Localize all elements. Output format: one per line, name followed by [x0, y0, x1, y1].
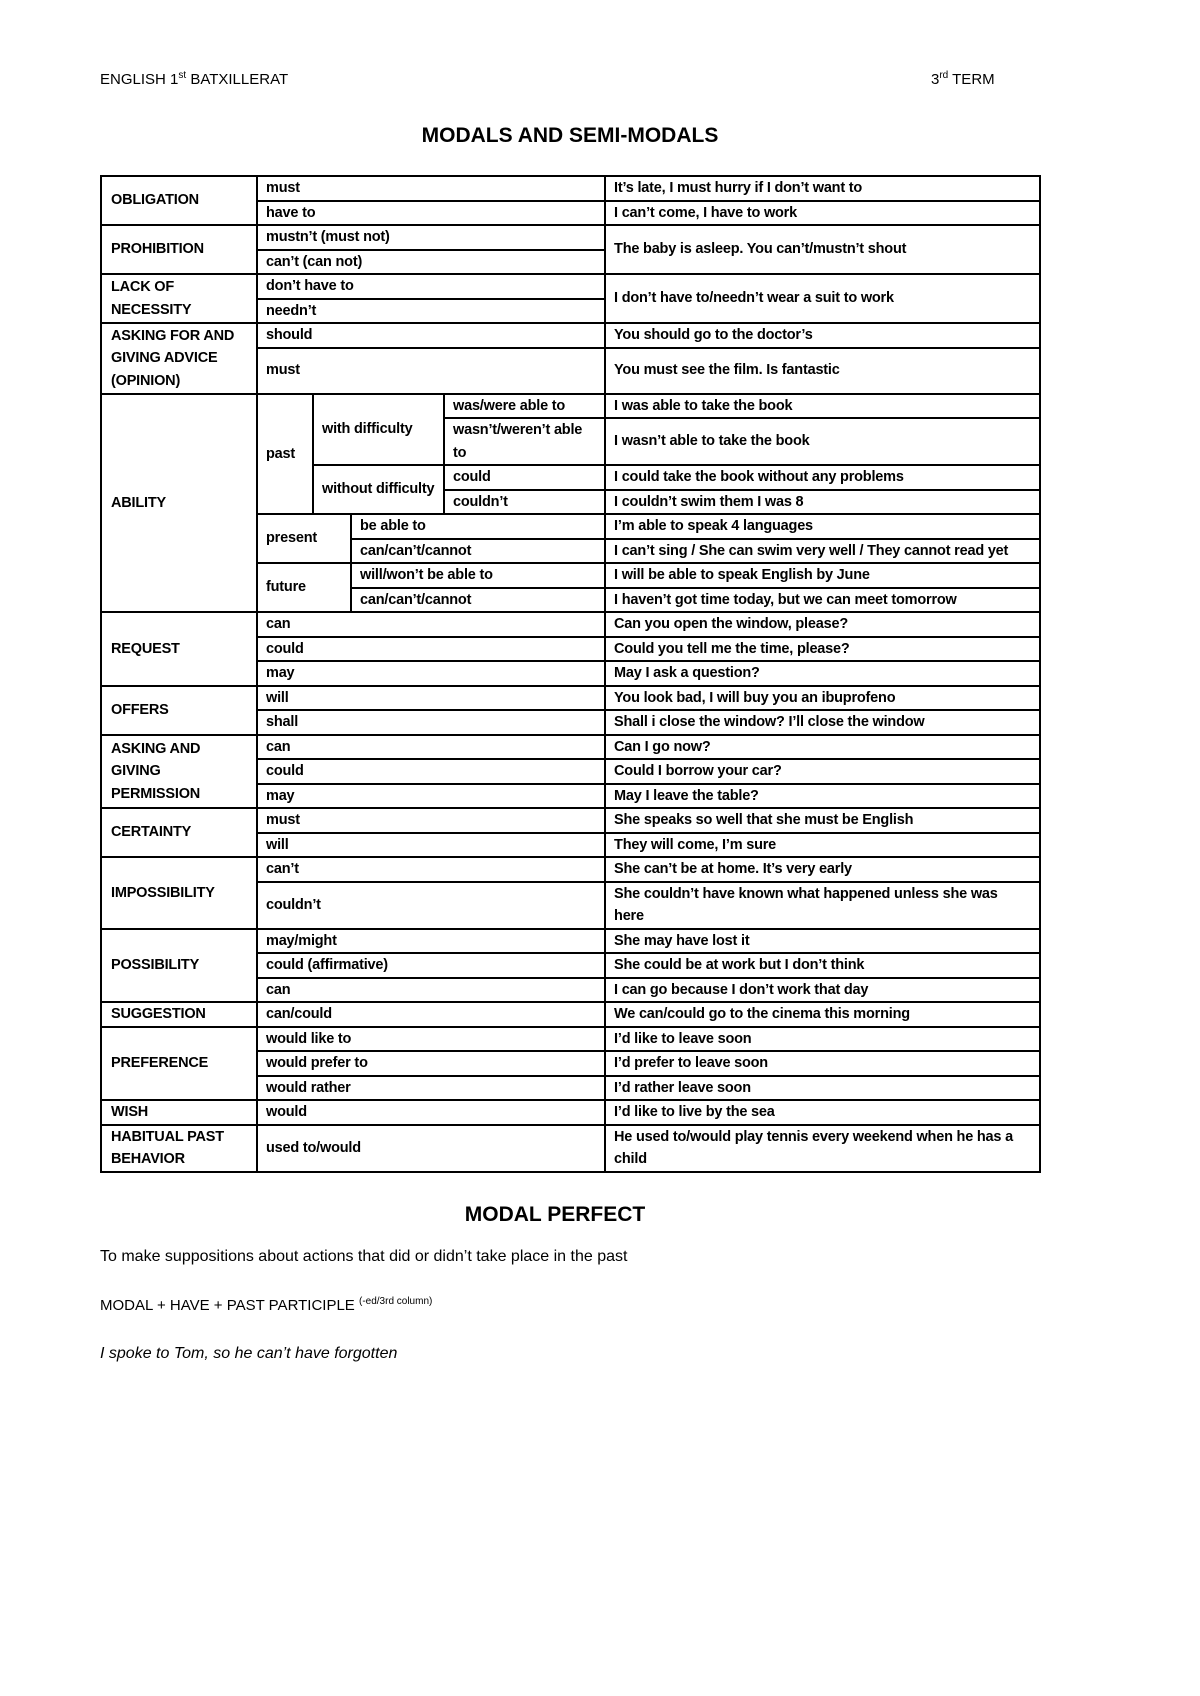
page-title: MODALS AND SEMI-MODALS [421, 124, 719, 147]
category-label: PROHIBITION [101, 225, 257, 274]
example-cell: Shall i close the window? I’ll close the window [605, 710, 1040, 735]
example-cell: I’d like to leave soon [605, 1027, 1040, 1052]
category-label: REQUEST [101, 612, 257, 686]
category-label: PREFERENCE [101, 1027, 257, 1101]
header-course-sup: st [178, 70, 187, 81]
modal-cell: couldn’t [257, 882, 605, 929]
modal-perfect-description: To make suppositions about actions that did or didn’t take place in the past [100, 1248, 628, 1265]
example-cell: I’d like to live by the sea [605, 1100, 1040, 1125]
example-cell: I could take the book without any problems [605, 465, 1040, 490]
modal-cell: could (affirmative) [257, 953, 605, 978]
modals-table [100, 175, 1041, 1173]
modal-cell: will/won’t be able to [351, 563, 605, 588]
table-row [101, 274, 1040, 299]
table-row [101, 176, 1040, 201]
category-label: ASKING AND GIVING PERMISSION [101, 735, 257, 809]
modal-cell: would prefer to [257, 1051, 605, 1076]
modal-cell: shall [257, 710, 605, 735]
modal-cell: can’t [257, 857, 605, 882]
formula-text: MODAL + HAVE + PAST PARTICIPLE [100, 1297, 359, 1314]
example-cell: I will be able to speak English by June [605, 563, 1040, 588]
header-course [100, 70, 288, 88]
example-cell: I was able to take the book [605, 394, 1040, 419]
table-row [101, 225, 1040, 250]
category-label: ASKING FOR AND GIVING ADVICE (OPINION) [101, 323, 257, 394]
table-row [101, 1027, 1040, 1052]
header-course-text: ENGLISH 1 [100, 71, 179, 88]
table-row [101, 1002, 1040, 1027]
example-cell: Could you tell me the time, please? [605, 637, 1040, 662]
modal-cell: will [257, 833, 605, 858]
example-cell: May I leave the table? [605, 784, 1040, 809]
category-label: WISH [101, 1100, 257, 1125]
category-label: OBLIGATION [101, 176, 257, 225]
table-row [101, 929, 1040, 954]
table-row [101, 1125, 1040, 1172]
difficulty-label: without difficulty [313, 465, 444, 514]
example-cell: It’s late, I must hurry if I don’t want to [605, 176, 1040, 201]
example-cell: She could be at work but I don’t think [605, 953, 1040, 978]
modal-cell: can/could [257, 1002, 605, 1027]
table-row [101, 808, 1040, 833]
example-cell: She may have lost it [605, 929, 1040, 954]
modal-cell: would [257, 1100, 605, 1125]
example-cell: We can/could go to the cinema this morning [605, 1002, 1040, 1027]
modal-cell: could [257, 759, 605, 784]
category-label: CERTAINTY [101, 808, 257, 857]
example-cell: I haven’t got time today, but we can meet tomorrow [605, 588, 1040, 613]
header-term-text: 3 [931, 71, 940, 88]
modal-cell: must [257, 176, 605, 201]
category-label: HABITUAL PAST BEHAVIOR [101, 1125, 257, 1172]
modal-cell: can [257, 735, 605, 760]
formula-note: (-ed/3rd column) [358, 1296, 433, 1307]
table-row [101, 323, 1040, 348]
table-row [101, 857, 1040, 882]
example-cell: May I ask a question? [605, 661, 1040, 686]
modal-cell: can/can’t/cannot [351, 539, 605, 564]
example-cell: She speaks so well that she must be English [605, 808, 1040, 833]
modal-perfect-example: I spoke to Tom, so he can’t have forgotten [100, 1345, 398, 1362]
example-cell: I can’t come, I have to work [605, 201, 1040, 226]
modal-cell: used to/would [257, 1125, 605, 1172]
modal-cell: don’t have to [257, 274, 605, 299]
modal-perfect-formula [100, 1296, 432, 1314]
modal-cell: would rather [257, 1076, 605, 1101]
modal-cell: must [257, 808, 605, 833]
difficulty-label: with difficulty [313, 394, 444, 466]
example-cell: They will come, I’m sure [605, 833, 1040, 858]
example-cell: You look bad, I will buy you an ibuprofeno [605, 686, 1040, 711]
example-cell: The baby is asleep. You can’t/mustn’t shout [605, 225, 1040, 274]
modal-cell: could [444, 465, 605, 490]
modal-cell: have to [257, 201, 605, 226]
example-cell: I can go because I don’t work that day [605, 978, 1040, 1003]
example-cell: You should go to the doctor’s [605, 323, 1040, 348]
example-cell: Can you open the window, please? [605, 612, 1040, 637]
header-term [931, 70, 995, 88]
modal-cell: should [257, 323, 605, 348]
modal-cell: may [257, 661, 605, 686]
table-row [101, 612, 1040, 637]
example-cell: I’d rather leave soon [605, 1076, 1040, 1101]
modal-cell: mustn’t (must not) [257, 225, 605, 250]
modal-cell: needn’t [257, 299, 605, 324]
tense-label: future [257, 563, 351, 612]
modal-cell: may [257, 784, 605, 809]
header-course-rest: BATXILLERAT [186, 71, 289, 88]
category-label: IMPOSSIBILITY [101, 857, 257, 929]
table-row [101, 735, 1040, 760]
example-cell: She couldn’t have known what happened unless she was here [605, 882, 1040, 929]
category-label: ABILITY [101, 394, 257, 613]
header-term-rest: TERM [948, 71, 995, 88]
modal-cell: couldn’t [444, 490, 605, 515]
example-cell: You must see the film. Is fantastic [605, 348, 1040, 394]
table-row [101, 1100, 1040, 1125]
header-term-sup: rd [939, 70, 949, 81]
example-cell: I don’t have to/needn’t wear a suit to work [605, 274, 1040, 323]
category-label: LACK OF NECESSITY [101, 274, 257, 323]
example-cell: I wasn’t able to take the book [605, 418, 1040, 465]
modal-cell: would like to [257, 1027, 605, 1052]
category-label: POSSIBILITY [101, 929, 257, 1003]
modal-cell: wasn’t/weren’t able to [444, 418, 605, 465]
modal-perfect-title: MODAL PERFECT [464, 1203, 646, 1226]
modal-cell: must [257, 348, 605, 394]
modal-cell: may/might [257, 929, 605, 954]
modal-cell: will [257, 686, 605, 711]
example-cell: I’m able to speak 4 languages [605, 514, 1040, 539]
example-cell: I’d prefer to leave soon [605, 1051, 1040, 1076]
example-cell: I couldn’t swim them I was 8 [605, 490, 1040, 515]
example-cell: She can’t be at home. It’s very early [605, 857, 1040, 882]
category-label: OFFERS [101, 686, 257, 735]
modal-cell: was/were able to [444, 394, 605, 419]
modal-cell: can/can’t/cannot [351, 588, 605, 613]
category-label: SUGGESTION [101, 1002, 257, 1027]
modal-cell: can [257, 612, 605, 637]
example-cell: He used to/would play tennis every weekend when he has a child [605, 1125, 1040, 1172]
modal-cell: can’t (can not) [257, 250, 605, 275]
example-cell: Can I go now? [605, 735, 1040, 760]
example-cell: Could I borrow your car? [605, 759, 1040, 784]
tense-label: past [257, 394, 313, 515]
modal-cell: could [257, 637, 605, 662]
modal-cell: be able to [351, 514, 605, 539]
table-row [101, 394, 1040, 419]
modal-cell: can [257, 978, 605, 1003]
example-cell: I can’t sing / She can swim very well / They cannot read yet [605, 539, 1040, 564]
tense-label: present [257, 514, 351, 563]
table-row [101, 686, 1040, 711]
